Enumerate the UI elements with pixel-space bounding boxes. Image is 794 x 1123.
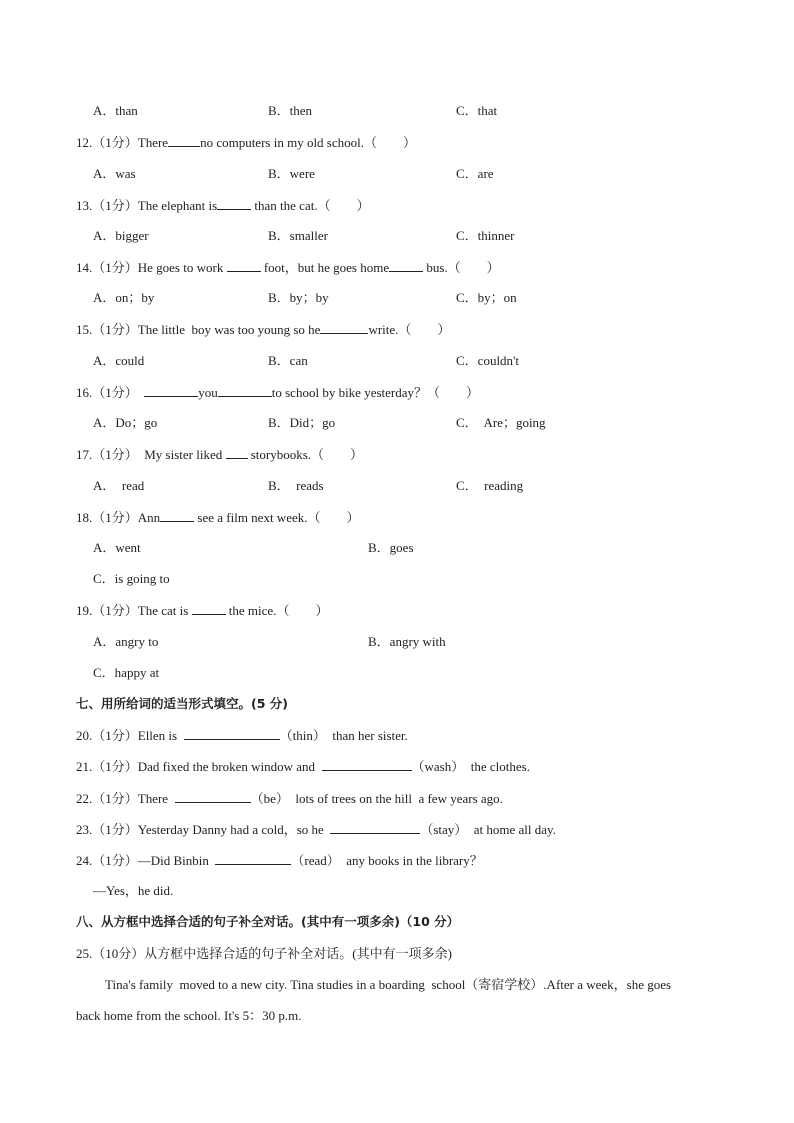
q16-option-b: B．Did；go xyxy=(268,415,336,430)
answer-blank xyxy=(226,446,248,459)
question-16: 16.（1分） you to school by bike yesterday？（ ） xyxy=(76,385,480,400)
q13-option-b: B．smaller xyxy=(268,228,328,243)
answer-blank xyxy=(330,821,420,834)
question-25-paragraph: Tina's family moved to a new city. Tina studies in a boarding school（寄宿学校）.After a week，she goes xyxy=(105,977,672,992)
question-18: 18.（1分）Ann see a film next week.（ ） xyxy=(76,510,360,525)
q19-option-b: B．angry with xyxy=(368,634,446,649)
question-15: 15.（1分）The little boy was too young so he write.（ ） xyxy=(76,322,451,337)
q17-option-b: B． reads xyxy=(268,478,324,493)
q15-option-b: B．can xyxy=(268,353,308,368)
answer-blank xyxy=(218,384,272,397)
answer-blank xyxy=(389,259,423,272)
q16-option-a: A．Do；go xyxy=(93,415,158,430)
q13-option-a: A．bigger xyxy=(93,228,149,243)
section-7-heading: 七、用所给词的适当形式填空。(5 分) xyxy=(76,696,288,711)
question-21: 21.（1分）Dad fixed the broken window and （wash） the clothes. xyxy=(76,759,530,774)
q14-option-a: A．on；by xyxy=(93,290,155,305)
q14-option-b: B．by；by xyxy=(268,290,329,305)
q12-option-c: C．are xyxy=(456,166,494,181)
question-22: 22.（1分）There （be） lots of trees on the hill a few years ago. xyxy=(76,791,503,806)
q17-option-a: A． read xyxy=(93,478,145,493)
answer-blank xyxy=(320,321,368,334)
q16-option-c: C． Are；going xyxy=(456,415,546,430)
question-13: 13.（1分）The elephant is than the cat.（ ） xyxy=(76,198,370,213)
q15-option-a: A．could xyxy=(93,353,145,368)
q15-option-c: C．couldn't xyxy=(456,353,520,368)
question-24: 24.（1分）—Did Binbin （read） any books in the library？ xyxy=(76,853,483,868)
q11-option-b: B．then xyxy=(268,103,313,118)
question-24-answer: —Yes，he did. xyxy=(93,883,174,898)
q18-option-a: A．went xyxy=(93,540,141,555)
q12-option-a: A．was xyxy=(93,166,136,181)
question-19: 19.（1分）The cat is the mice.（ ） xyxy=(76,603,329,618)
q19-option-c: C．happy at xyxy=(93,665,160,680)
q17-option-c: C． reading xyxy=(456,478,524,493)
answer-blank xyxy=(192,602,226,615)
question-25-title: 25.（10分）从方框中选择合适的句子补全对话。(其中有一项多余) xyxy=(76,946,452,961)
q14-option-c: C．by；on xyxy=(456,290,517,305)
q11-option-a: A．than xyxy=(93,103,138,118)
answer-blank xyxy=(215,852,291,865)
q18-option-b: B．goes xyxy=(368,540,414,555)
q12-option-b: B．were xyxy=(268,166,315,181)
answer-blank xyxy=(184,727,280,740)
q13-option-c: C．thinner xyxy=(456,228,515,243)
answer-blank xyxy=(160,509,194,522)
question-17: 17.（1分） My sister liked storybooks.（ ） xyxy=(76,447,364,462)
q18-option-c: C．is going to xyxy=(93,571,170,586)
answer-blank xyxy=(227,259,261,272)
question-12: 12.（1分）There no computers in my old school.（ ） xyxy=(76,135,416,150)
answer-blank xyxy=(322,758,412,771)
q19-option-a: A．angry to xyxy=(93,634,159,649)
answer-blank xyxy=(217,197,251,210)
answer-blank xyxy=(168,134,200,147)
answer-blank xyxy=(175,790,251,803)
q11-option-c: C．that xyxy=(456,103,498,118)
question-14: 14.（1分）He goes to work foot，but he goes home bus.（ ） xyxy=(76,260,500,275)
section-8-heading: 八、从方框中选择合适的句子补全对话。(其中有一项多余)（10 分） xyxy=(76,914,460,929)
question-23: 23.（1分）Yesterday Danny had a cold，so he （stay） at home all day. xyxy=(76,822,556,837)
answer-blank xyxy=(144,384,198,397)
question-20: 20.（1分）Ellen is （thin） than her sister. xyxy=(76,728,408,743)
question-25-paragraph-cont: back home from the school. It's 5：30 p.m. xyxy=(76,1008,302,1023)
